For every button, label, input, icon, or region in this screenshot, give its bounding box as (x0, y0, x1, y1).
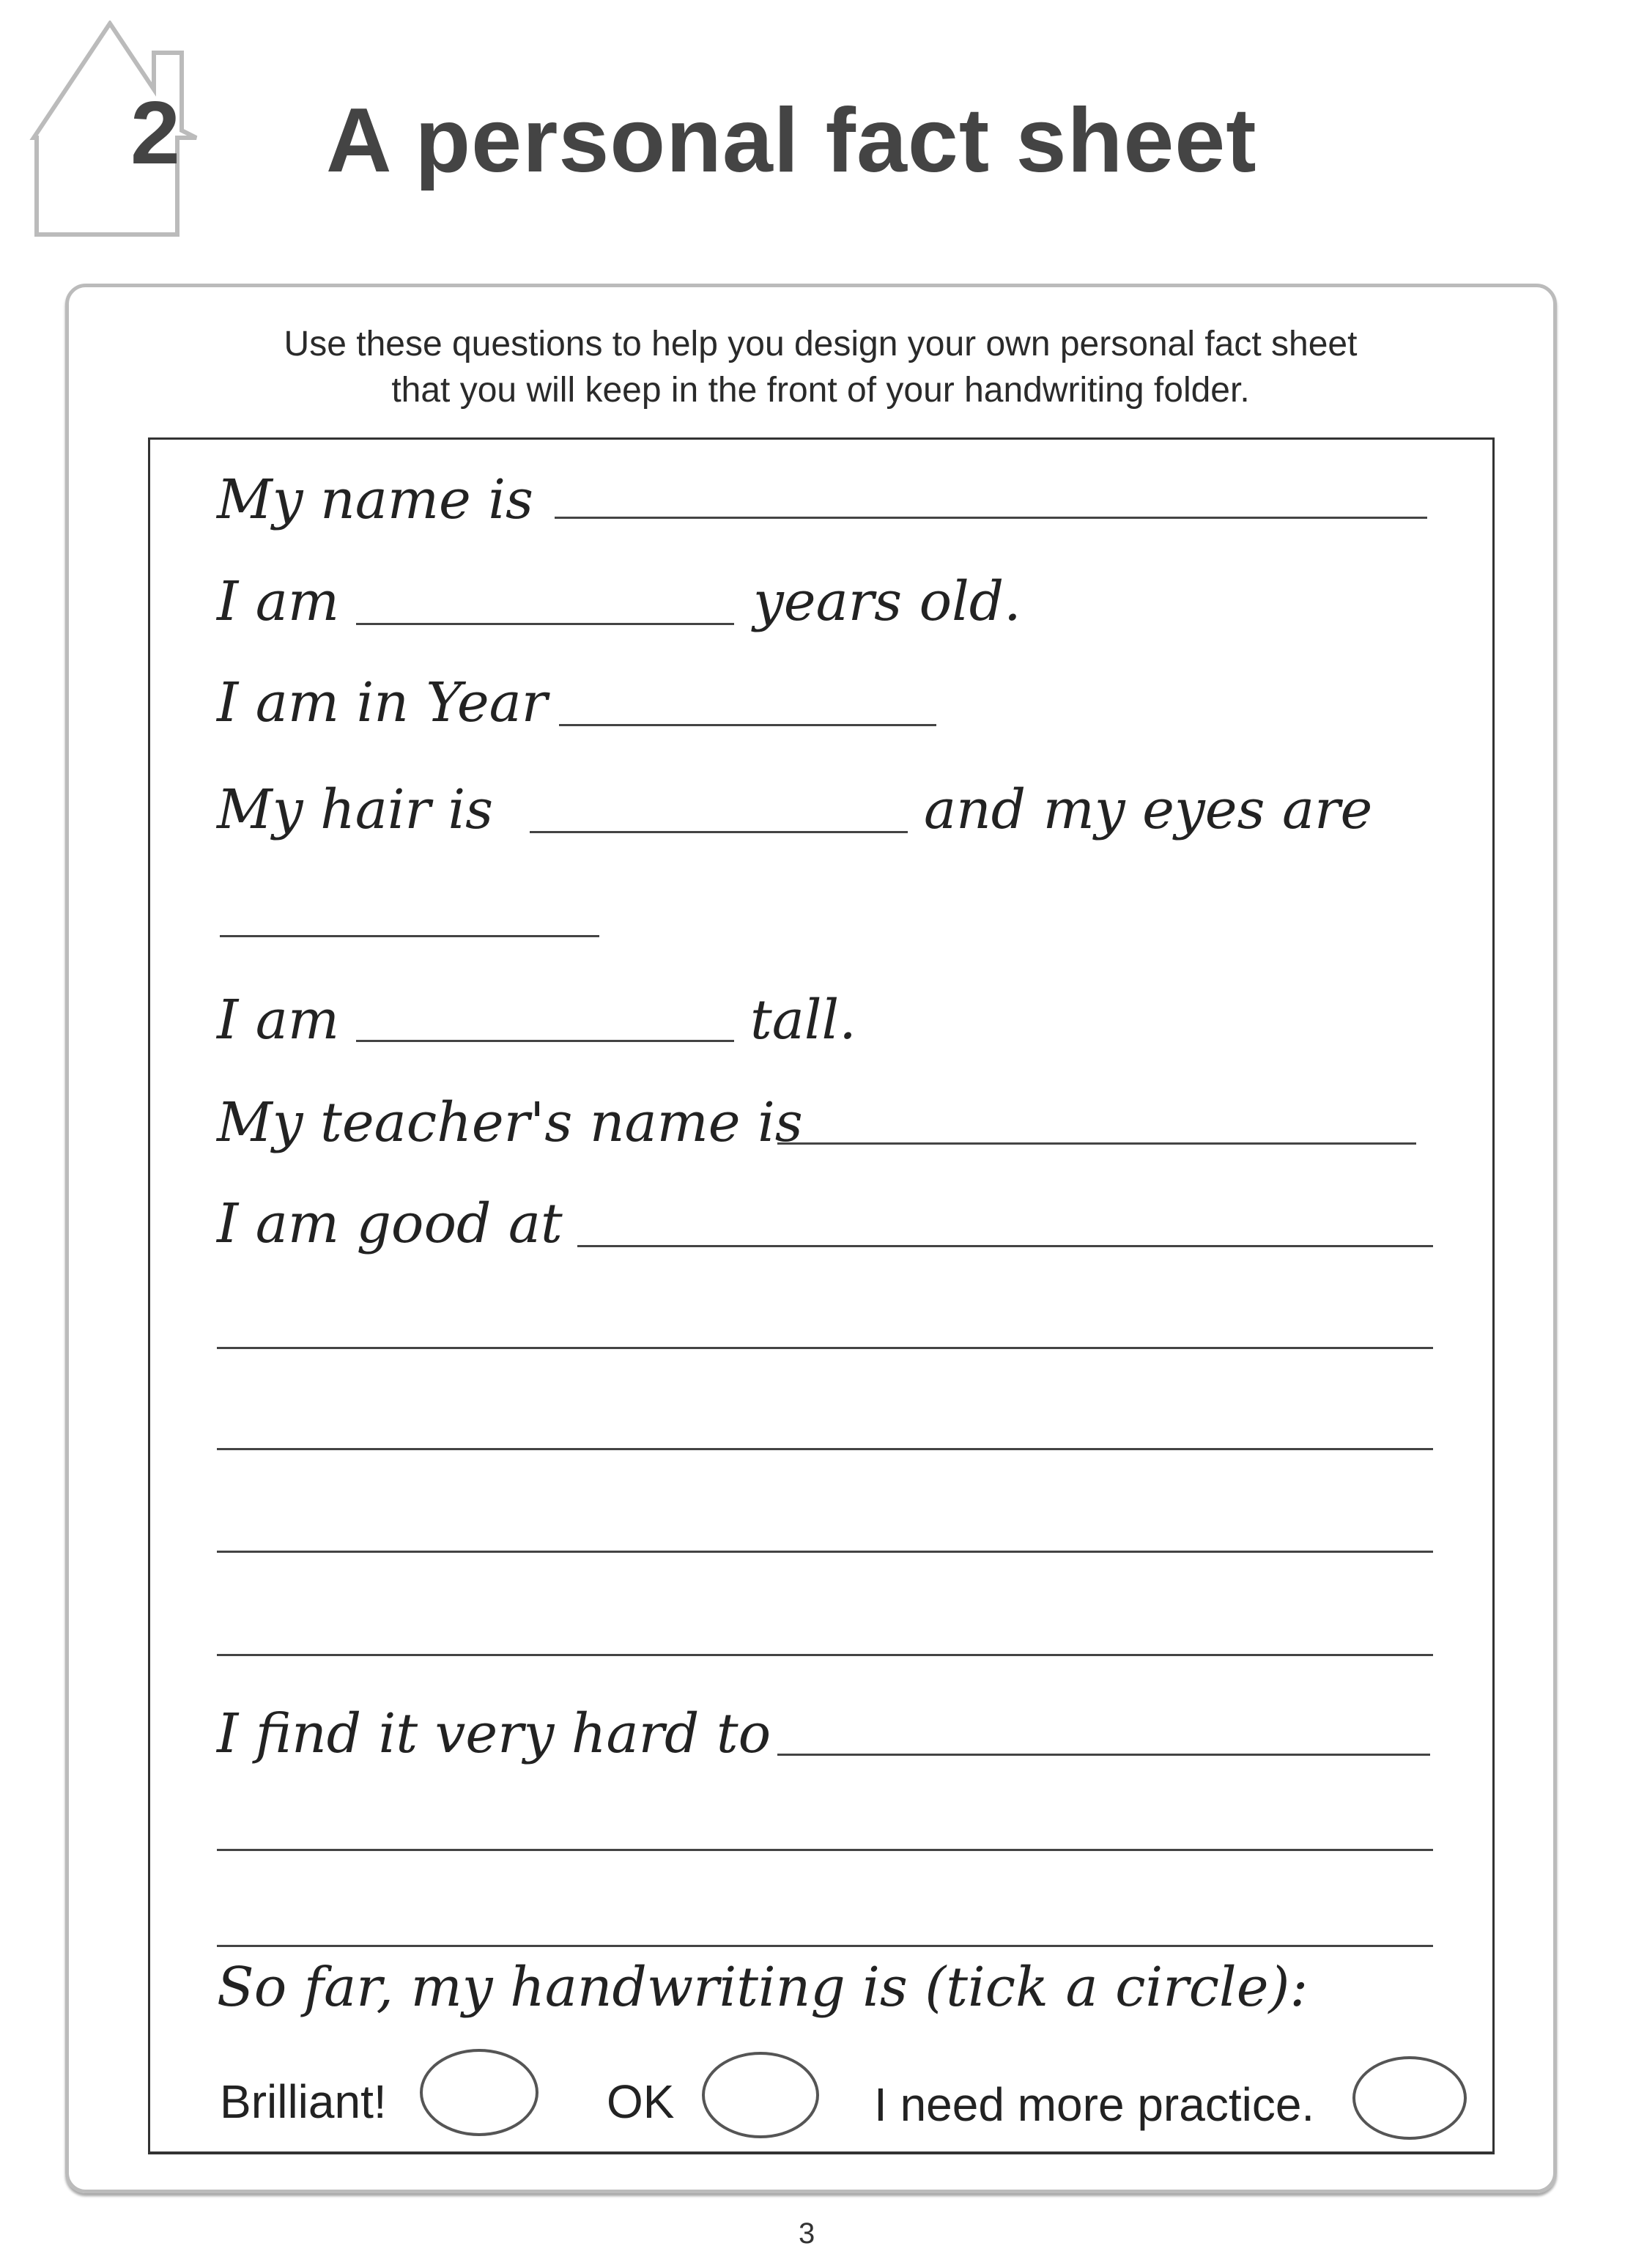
good-at-blank-line[interactable] (217, 1448, 1433, 1450)
rating-label-practice: I need more practice. (874, 2078, 1315, 2131)
page-number: 3 (799, 2217, 815, 2250)
good-at-blank[interactable] (577, 1245, 1433, 1247)
prompt-age-prefix: I am (217, 570, 340, 633)
prompt-height-suffix: tall. (750, 989, 856, 1052)
good-at-blank-line[interactable] (217, 1347, 1433, 1349)
page-title: A personal fact sheet (326, 90, 1257, 191)
rating-question: So far, my handwriting is (tick a circle): (217, 1956, 1309, 2019)
good-at-blank-line[interactable] (217, 1654, 1433, 1656)
rating-circle-practice[interactable] (1352, 2056, 1467, 2140)
rating-circle-brilliant[interactable] (420, 2049, 538, 2136)
prompt-height-prefix: I am (217, 989, 340, 1052)
height-blank[interactable] (356, 1040, 734, 1042)
hard-blank-line[interactable] (217, 1849, 1433, 1851)
year-blank[interactable] (559, 724, 936, 726)
prompt-eyes: and my eyes are (924, 778, 1373, 841)
good-at-blank-line[interactable] (217, 1551, 1433, 1553)
instruction-line-1: Use these questions to help you design your own personal fact sheet (284, 325, 1358, 363)
teacher-blank[interactable] (777, 1142, 1416, 1145)
hair-blank[interactable] (530, 831, 908, 833)
instruction-line-2: that you will keep in the front of your handwriting folder. (391, 371, 1250, 410)
prompt-year: I am in Year (217, 671, 548, 734)
prompt-age-suffix: years old. (753, 570, 1021, 633)
prompt-hard: I find it very hard to (217, 1702, 771, 1765)
unit-number: 2 (130, 83, 180, 182)
age-blank[interactable] (356, 623, 734, 625)
rating-label-ok: OK (607, 2075, 675, 2128)
hard-blank-line[interactable] (217, 1945, 1433, 1947)
rating-circle-ok[interactable] (702, 2052, 819, 2138)
rating-label-brilliant: Brilliant! (220, 2075, 387, 2128)
hard-blank[interactable] (777, 1754, 1430, 1756)
prompt-good-at: I am good at (217, 1192, 563, 1255)
name-blank[interactable] (555, 517, 1427, 519)
prompt-hair: My hair is (217, 778, 494, 841)
prompt-name: My name is (217, 468, 534, 531)
eyes-blank[interactable] (220, 935, 599, 937)
prompt-teacher: My teacher's name is (217, 1091, 803, 1154)
